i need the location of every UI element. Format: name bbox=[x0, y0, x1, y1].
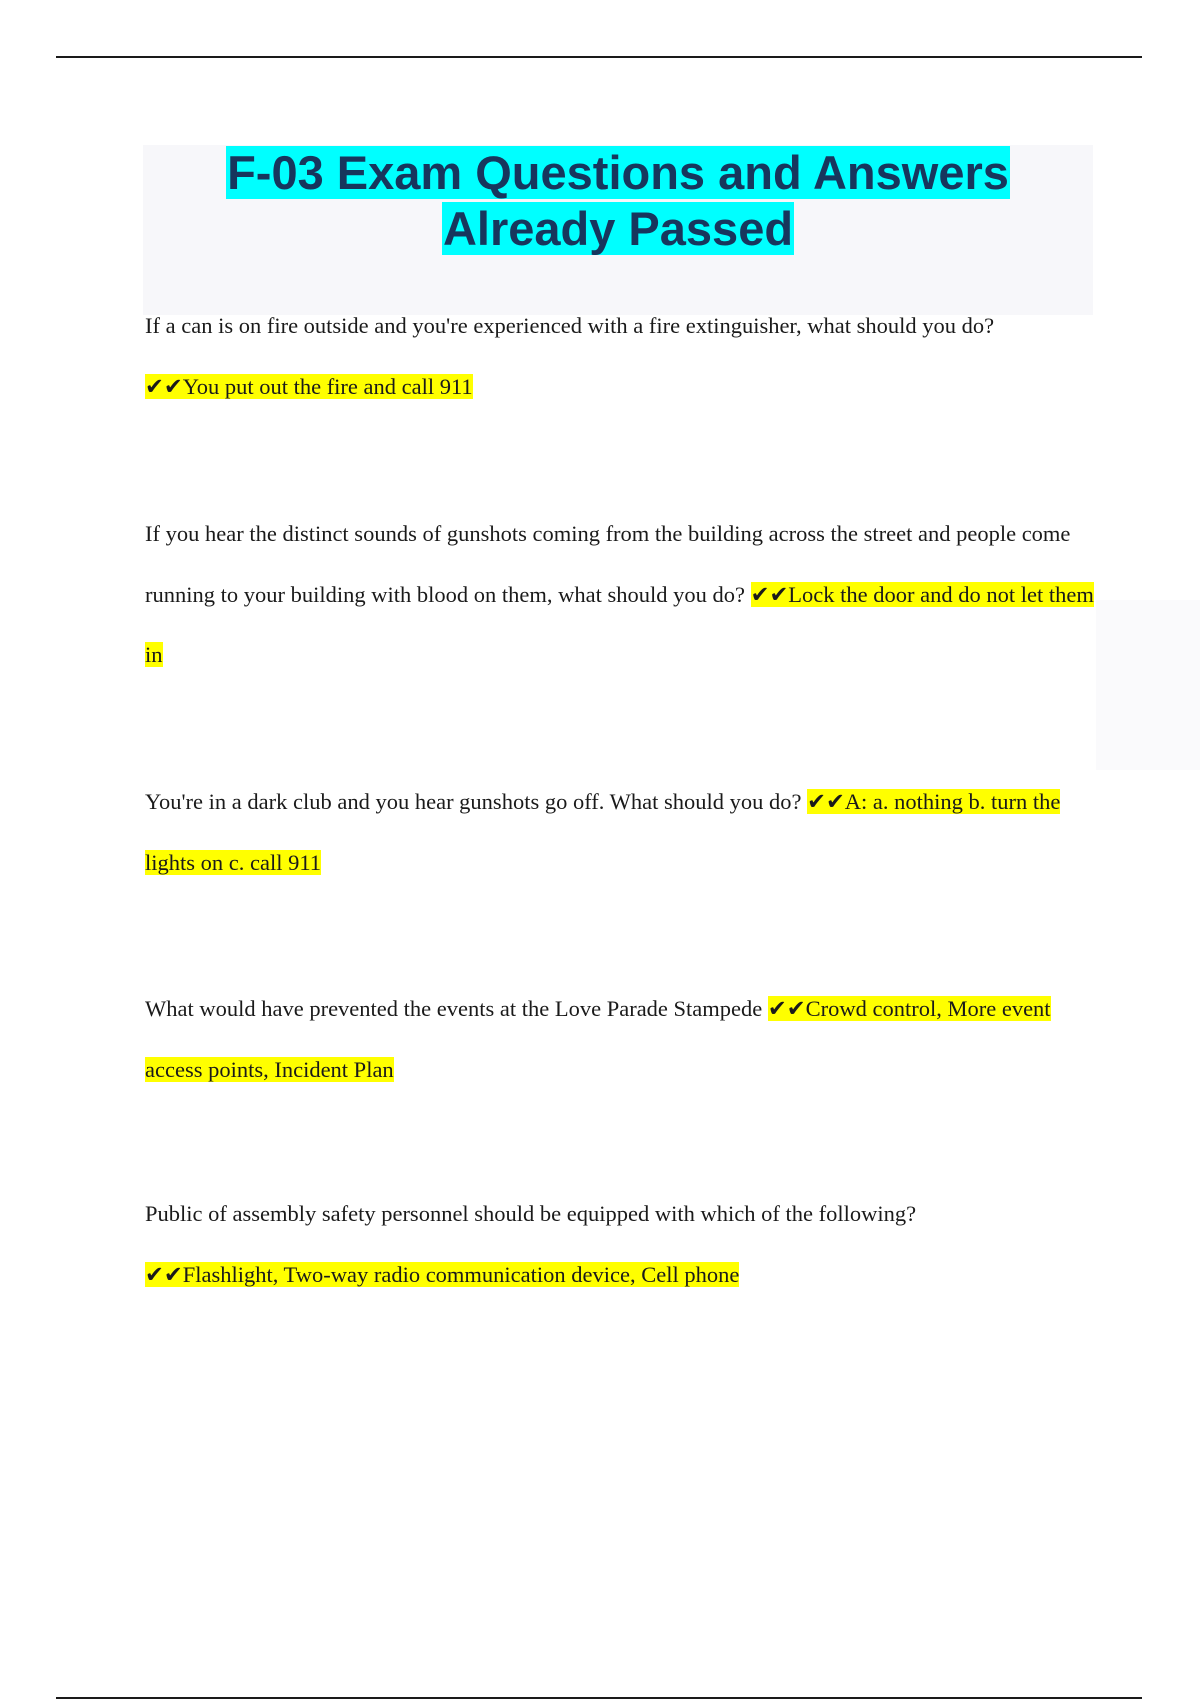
qa-item bbox=[145, 979, 1095, 1100]
title-block bbox=[143, 145, 1093, 315]
question-text: You're in a dark club and you hear gunshots go off. What should you do? bbox=[145, 789, 802, 814]
footer-rule bbox=[56, 1697, 1142, 1699]
question-text: If a can is on fire outside and you're experienced with a fire extinguisher, what should you do? bbox=[145, 313, 995, 338]
answer-text: ✔✔A: a. nothing b. turn the lights on c. call 911 bbox=[145, 789, 1061, 875]
answer-text: ✔✔Lock the door and do not let them in bbox=[145, 581, 1094, 667]
document-title bbox=[143, 145, 1093, 257]
qa-item bbox=[145, 504, 1095, 686]
question-text: What would have prevented the events at the Love Parade Stampede bbox=[145, 996, 763, 1021]
page-shading bbox=[1096, 600, 1200, 770]
qa-item bbox=[145, 296, 1095, 417]
question-text: If you hear the distinct sounds of gunshots coming from the building across the street and people come running to your building with blood on them, what should you do? bbox=[145, 521, 1071, 607]
question-text: Public of assembly safety personnel should be equipped with which of the following? bbox=[145, 1201, 917, 1226]
qa-item bbox=[145, 1184, 1095, 1305]
answer-text: ✔✔You put out the fire and call 911 bbox=[145, 373, 473, 399]
answer-text: ✔✔Flashlight, Two-way radio communication device, Cell phone bbox=[145, 1261, 740, 1287]
qa-item bbox=[145, 772, 1095, 893]
header-rule bbox=[56, 56, 1142, 58]
answer-text: ✔✔Crowd control, More event access points, Incident Plan bbox=[145, 996, 1051, 1082]
document-title-text: F-03 Exam Questions and Answers Already Passed bbox=[227, 146, 1009, 255]
